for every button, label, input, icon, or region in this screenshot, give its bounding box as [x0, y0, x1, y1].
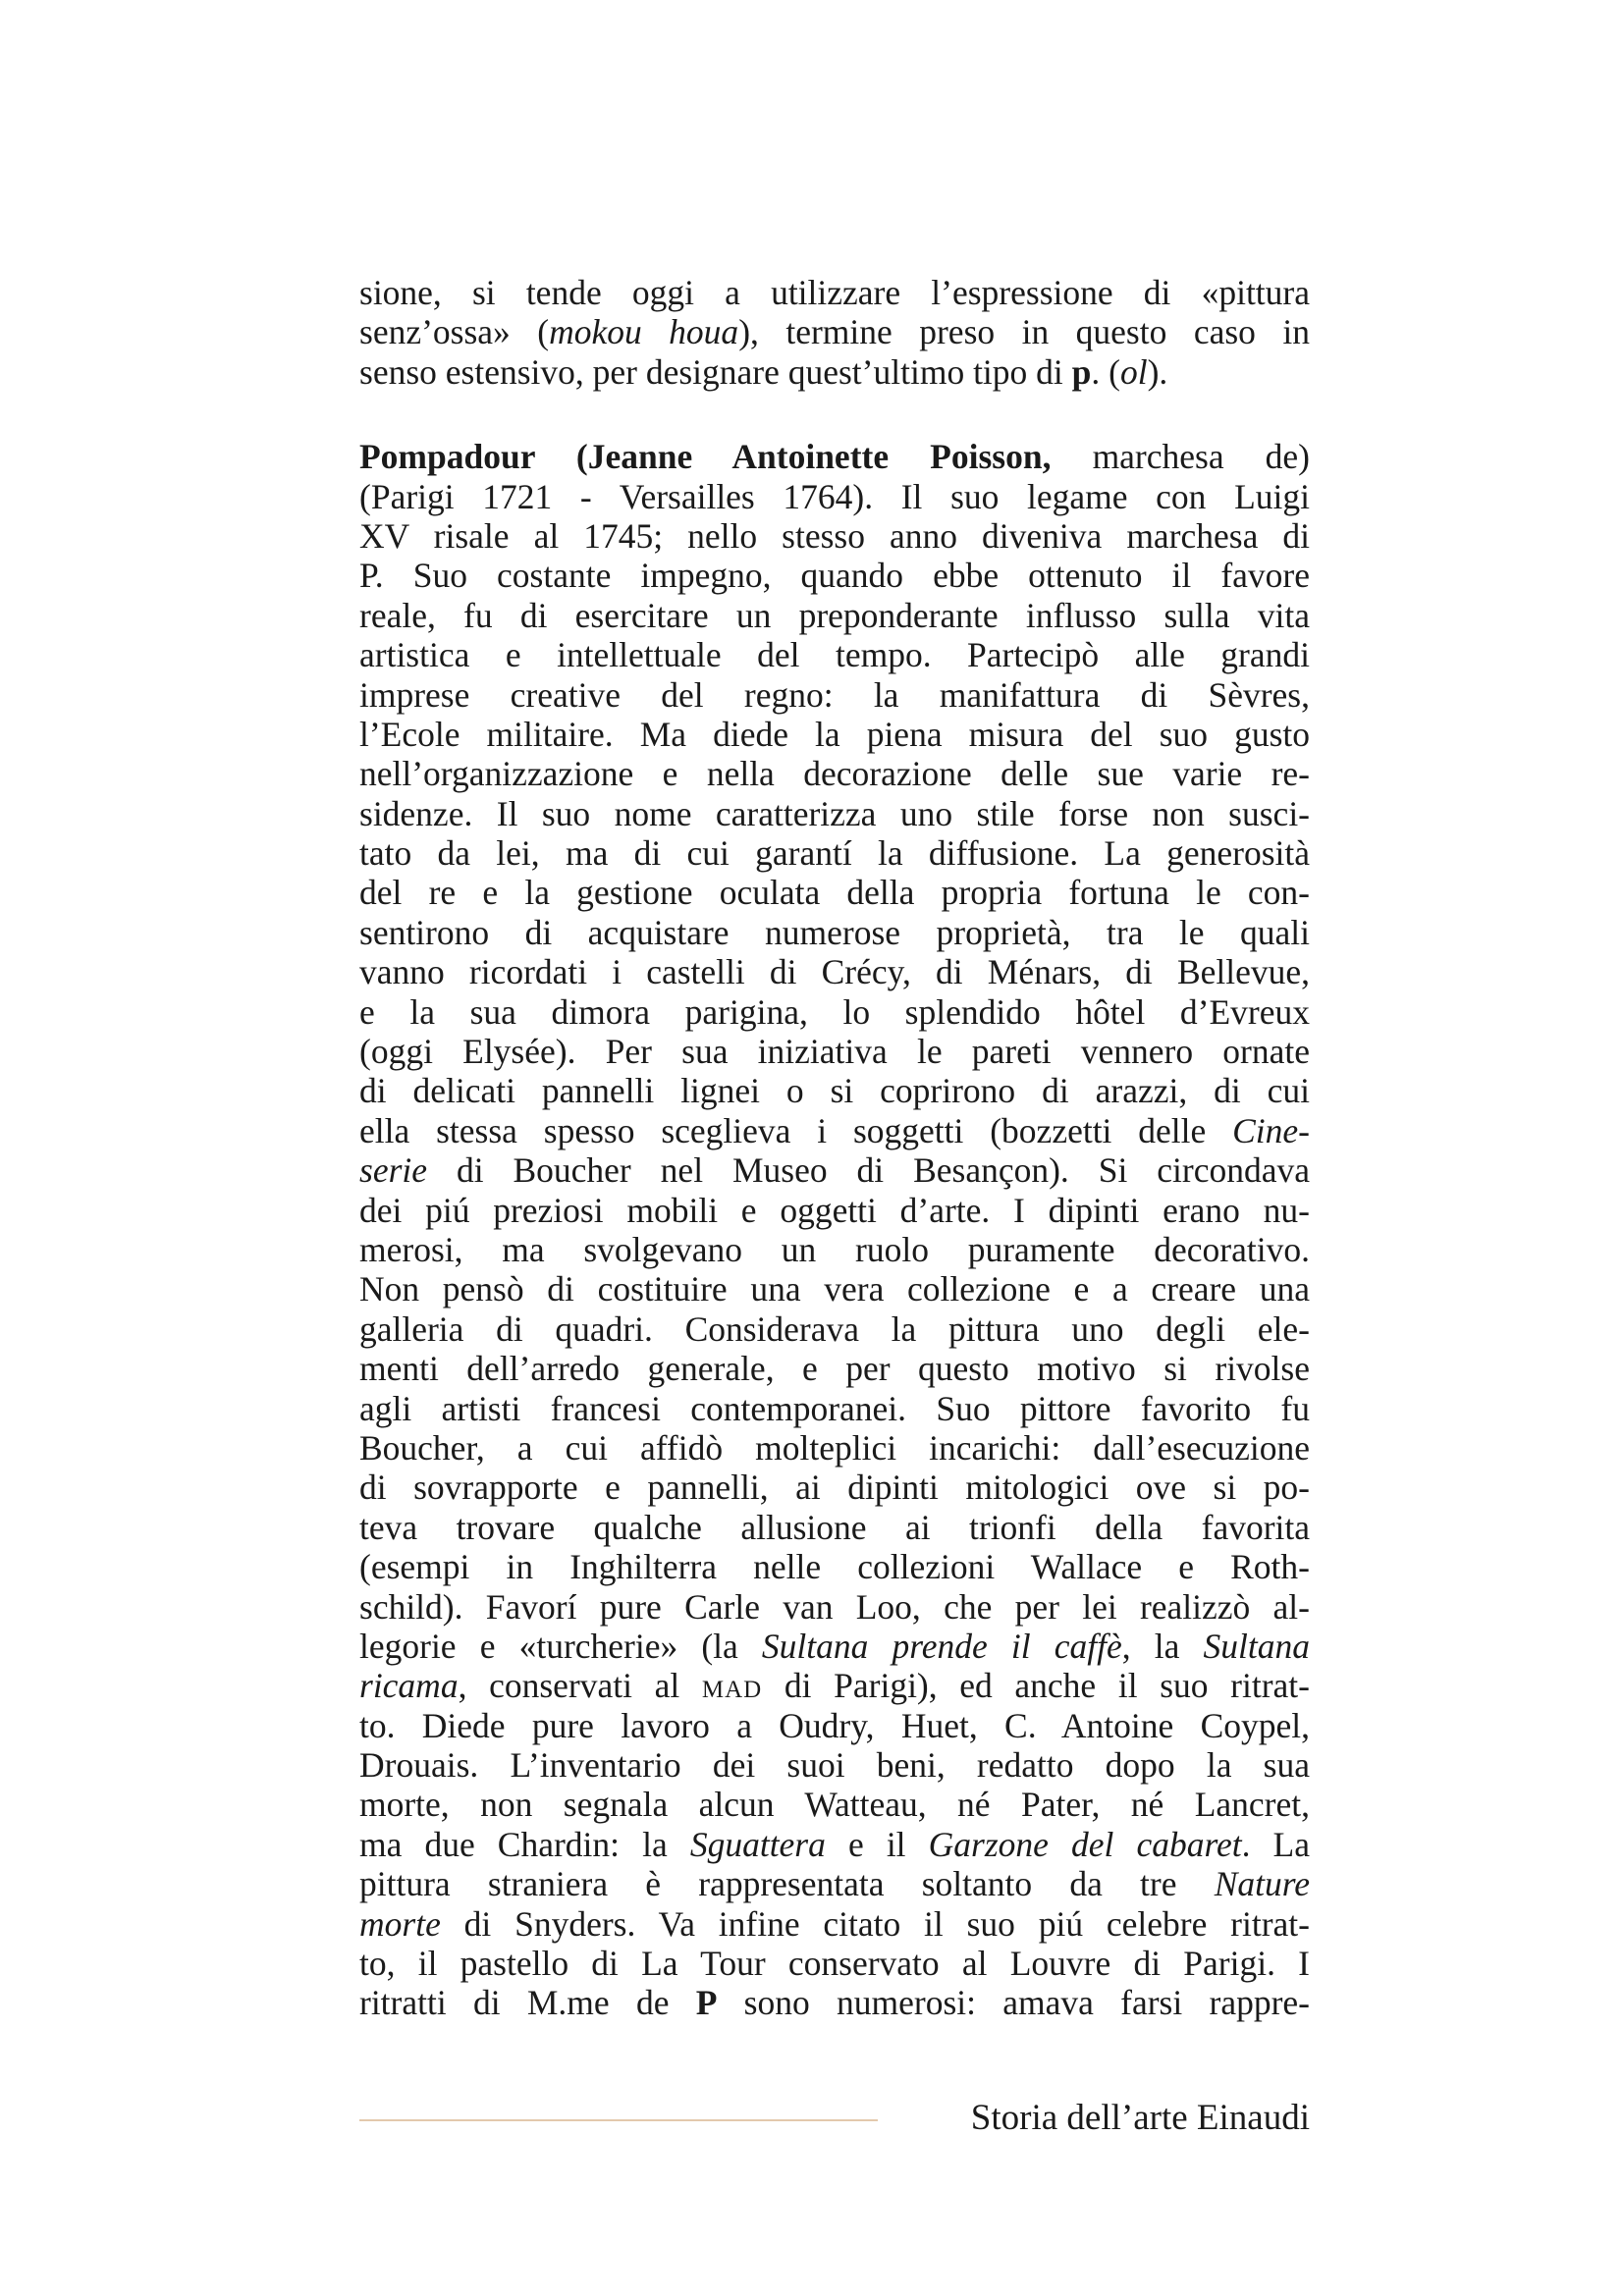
text-run: ritratti di M.me de	[359, 1983, 696, 2023]
text-run: e il	[825, 1824, 929, 1864]
entry-line	[359, 1389, 1310, 1428]
text-run: teva trovare qualche allusione ai trionfi della favorita	[359, 1507, 1310, 1547]
italic-run: ol	[1119, 351, 1148, 392]
footer-rule	[359, 2119, 878, 2121]
entry-line	[359, 913, 1310, 952]
entry-line	[359, 1627, 1310, 1666]
text-run: Boucher, a cui affidò molteplici incarichi: dall’esecuzione	[359, 1427, 1310, 1468]
smallcaps-run: mad	[701, 1666, 763, 1706]
entry-line	[359, 1745, 1310, 1785]
entry-line	[359, 1508, 1310, 1547]
italic-run: morte	[359, 1903, 441, 1944]
text-run: agli artisti francesi contemporanei. Suo pittore favorito fu	[359, 1388, 1310, 1428]
text-run: sidenze. Il suo nome caratterizza uno stile forse non susci-	[359, 793, 1310, 833]
text-run: menti dell’arredo generale, e per questo motivo si rivolse	[359, 1349, 1310, 1389]
entry-line	[359, 1349, 1310, 1388]
entry-pompadour	[359, 437, 1310, 2023]
text-run: l’Ecole militaire. Ma diede la piena misura del suo gusto	[359, 714, 1310, 754]
entry-line	[359, 833, 1310, 873]
text-run: senz’ossa» (	[359, 312, 550, 352]
entry-line	[359, 1071, 1310, 1110]
entry-line	[359, 675, 1310, 715]
footer-publisher: Storia dell’arte Einaudi	[970, 2098, 1310, 2138]
text-run: Drouais. L’inventario dei suoi beni, redatto dopo la sua	[359, 1745, 1310, 1786]
entry-line	[359, 1666, 1310, 1705]
entry-line	[359, 1547, 1310, 1586]
text-run: galleria di quadri. Considerava la pittura uno degli ele-	[359, 1308, 1310, 1349]
entry-line	[359, 754, 1310, 793]
text-run: vanno ricordati i castelli di Crécy, di Ménars, di Bellevue,	[359, 952, 1310, 992]
text-run: (oggi Elysée). Per sua iniziativa le pareti vennero ornate	[359, 1032, 1310, 1072]
text-run: ).	[1147, 351, 1168, 392]
text-run: sono numerosi: amava farsi rappre-	[717, 1983, 1310, 2023]
text-run: di Snyders. Va infine citato il suo piú celebre ritrat-	[440, 1903, 1310, 1944]
text-run: . (	[1091, 351, 1120, 392]
text-run: senso estensivo, per designare quest’ultimo tipo di	[359, 351, 1072, 392]
italic-run: serie	[359, 1150, 428, 1191]
text-run: sentirono di acquistare numerose proprietà, tra le quali	[359, 912, 1310, 952]
entry-line	[359, 952, 1310, 991]
entry-line	[359, 1944, 1310, 1983]
text-run: , conservati al	[458, 1666, 702, 1706]
text-run: di sovrapporte e pannelli, ai dipinti mitologici ove si po-	[359, 1468, 1310, 1508]
intro-line	[359, 273, 1310, 312]
entry-line	[359, 596, 1310, 635]
italic-run: Nature	[1214, 1864, 1310, 1904]
text-run: artistica e intellettuale del tempo. Partecipò alle grandi	[359, 635, 1310, 675]
text-run: , la	[1121, 1626, 1204, 1666]
entry-heading-title: marchesa de)	[1051, 437, 1311, 477]
italic-run: Sguattera	[689, 1824, 826, 1864]
entry-line	[359, 1587, 1310, 1627]
entry-line	[359, 1230, 1310, 1269]
text-run: ), termine preso in questo caso in	[738, 312, 1310, 352]
italic-run: Cine-	[1232, 1110, 1310, 1150]
text-run: (Parigi 1721 - Versailles 1764). Il suo legame con Luigi	[359, 476, 1310, 516]
entry-line	[359, 1309, 1310, 1349]
text-run: schild). Favorí pure Carle van Loo, che per lei realizzò al-	[359, 1586, 1310, 1627]
intro-line	[359, 312, 1310, 351]
text-run: to. Diede pure lavoro a Oudry, Huet, C. Antoine Coypel,	[359, 1705, 1310, 1745]
entry-line	[359, 1269, 1310, 1308]
entry-line	[359, 1825, 1310, 1864]
entry-line	[359, 635, 1310, 674]
text-run: dei piú preziosi mobili e oggetti d’arte. I dipinti erano nu-	[359, 1190, 1310, 1230]
intro-line	[359, 352, 1310, 392]
entry-line	[359, 1468, 1310, 1507]
italic-run: ricama	[359, 1666, 459, 1706]
entry-line	[359, 1111, 1310, 1150]
paragraph-gap	[359, 392, 1310, 437]
text-run: sione, si tende oggi a utilizzare l’espressione di «pittura	[359, 273, 1310, 312]
entry-line	[359, 1904, 1310, 1944]
bold-run: P	[695, 1983, 718, 2023]
text-run: . La	[1241, 1824, 1310, 1864]
text-run: e la sua dimora parigina, lo splendido hôtel d’Evreux	[359, 991, 1310, 1032]
text-run: di delicati pannelli lignei o si coprirono di arazzi, di cui	[359, 1071, 1310, 1111]
text-run: ella stessa spesso sceglieva i soggetti (bozzetti delle	[359, 1110, 1233, 1150]
text-run: Non pensò di costituire una vera collezione e a creare una	[359, 1269, 1310, 1309]
text-run: pittura straniera è rappresentata soltanto da tre	[359, 1864, 1215, 1904]
entry-line	[359, 1032, 1310, 1071]
intro-paragraph	[359, 273, 1310, 392]
text-run: imprese creative del regno: la manifattura di Sèvres,	[359, 674, 1310, 715]
entry-line	[359, 794, 1310, 833]
text-run: del re e la gestione oculata della propria fortuna le con-	[359, 873, 1310, 913]
italic-run: Garzone del cabaret	[928, 1824, 1242, 1864]
text-run: nell’organizzazione e nella decorazione delle sue varie re-	[359, 754, 1310, 794]
text-run: ma due Chardin: la	[359, 1824, 690, 1864]
entry-line	[359, 1864, 1310, 1903]
text-run: merosi, ma svolgevano un ruolo puramente decorativo.	[359, 1229, 1310, 1269]
entry-line	[359, 1785, 1310, 1824]
text-run: reale, fu di esercitare un preponderante influsso sulla vita	[359, 595, 1310, 635]
italic-run: Sultana prende il caffè	[761, 1626, 1122, 1666]
entry-line	[359, 715, 1310, 754]
text-run: legorie e «turcherie» (la	[359, 1626, 762, 1666]
entry-line	[359, 1150, 1310, 1190]
text-run: morte, non segnala alcun Watteau, né Pater, né Lancret,	[359, 1785, 1310, 1825]
text-run: to, il pastello di La Tour conservato al Louvre di Parigi. I	[359, 1944, 1310, 1984]
text-run: XV risale al 1745; nello stesso anno diveniva marchesa di	[359, 515, 1310, 556]
entry-line	[359, 1983, 1310, 2022]
text-run: tato da lei, ma di cui garantí la diffusione. La generosità	[359, 833, 1310, 874]
entry-line	[359, 1191, 1310, 1230]
entry-line	[359, 1428, 1310, 1468]
entry-line	[359, 556, 1310, 595]
italic-run: mokou houa	[549, 312, 739, 352]
bold-run: p	[1071, 351, 1092, 392]
entry-heading	[359, 437, 1310, 476]
entry-line	[359, 992, 1310, 1032]
entry-line	[359, 516, 1310, 556]
entry-heading-name: Pompadour (Jeanne Antoinette Poisson,	[359, 437, 1052, 477]
text-run: di Parigi), ed anche il suo ritrat-	[762, 1666, 1310, 1706]
entry-line	[359, 1706, 1310, 1745]
italic-run: Sultana	[1203, 1626, 1311, 1666]
text-run: P. Suo costante impegno, quando ebbe ottenuto il favore	[359, 556, 1310, 596]
page-body	[359, 273, 1310, 2023]
text-run: (esempi in Inghilterra nelle collezioni Wallace e Roth-	[359, 1547, 1310, 1587]
entry-line	[359, 873, 1310, 912]
text-run: di Boucher nel Museo di Besançon). Si circondava	[427, 1150, 1310, 1191]
page-footer	[359, 2094, 1310, 2143]
entry-line	[359, 477, 1310, 516]
